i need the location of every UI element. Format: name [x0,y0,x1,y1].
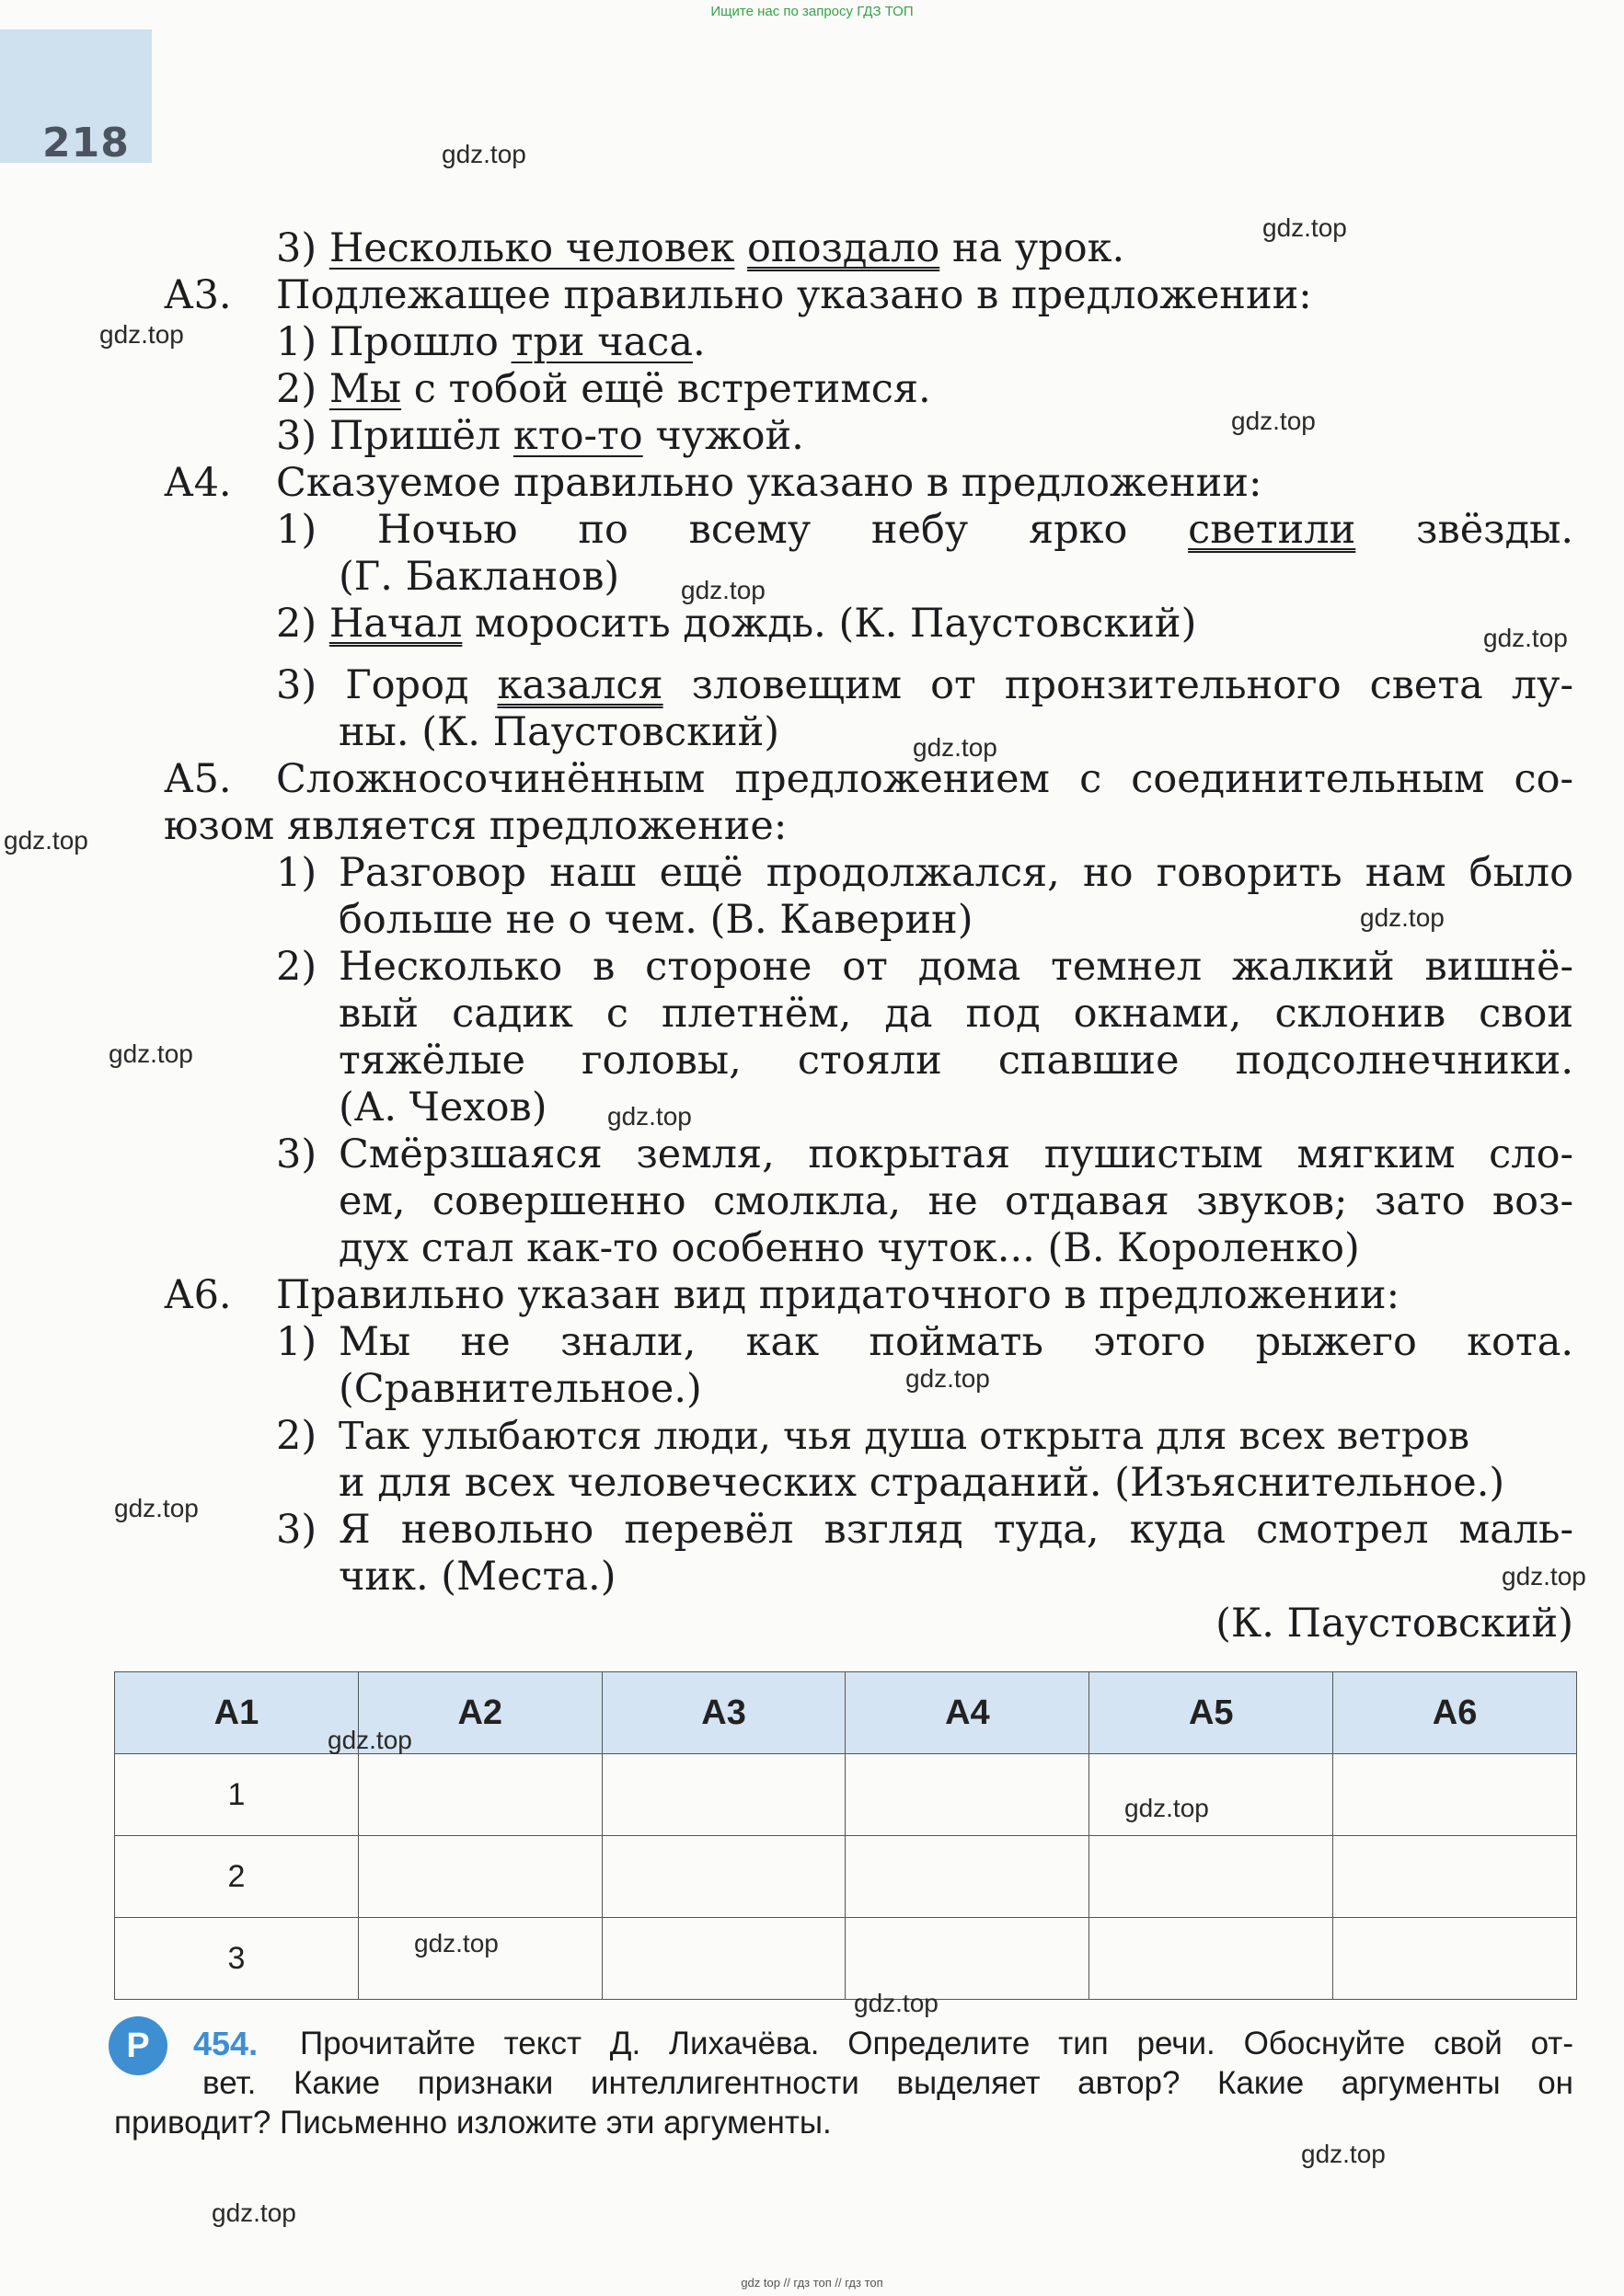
a3-label: А3. [164,272,232,318]
header-cell: А2 [358,1672,602,1754]
a6-option-3: Я невольно перевёл взгляд туда, куда смотрел маль- [339,1507,1573,1553]
a6-option-2: Так улыбаются люди, чья душа открыта для всех ветров [339,1414,1469,1458]
watermark: gdz.top [114,1494,199,1522]
header-cell: А1 [115,1672,359,1754]
header-cell: А3 [602,1672,846,1754]
a4-option-3: 3) Город казался зловещим от пронзительного света лу- [276,662,1573,708]
watermark: gdz.top [414,1929,499,1957]
watermark: gdz.top [1502,1562,1586,1590]
top-note: Ищите нас по запросу ГДЗ ТОП [710,4,914,19]
a4-question: Сказуемое правильно указано в предложении: [276,460,1262,506]
subject-underlined: Несколько человек [328,225,735,271]
a5-option-2: Несколько в стороне от дома темнел жалкий вишнё- [339,944,1573,990]
exercise-text-line-3: приводит? Письменно изложите эти аргументы. [114,2105,832,2141]
table-row [115,1918,1577,2000]
watermark: gdz.top [1124,1794,1209,1822]
a5-option-2-number: 2) [276,944,317,990]
predicate-underlined: опоздало [747,225,940,271]
a5-option-3-line-2: ем, совершенно смолкла, не отдавая звуков; зато воз- [339,1178,1573,1224]
watermark: gdz.top [905,1364,990,1393]
bottom-note: gdz top // гдз топ // гдз топ [741,2276,883,2290]
header-cell: А4 [846,1672,1089,1754]
answer-cell [1333,1836,1577,1918]
answer-cell [1333,1754,1577,1836]
watermark: gdz.top [99,320,184,349]
answer-cell [602,1836,846,1918]
answer-cell [602,1918,846,2000]
answer-cell [602,1754,846,1836]
a4-option-1: 1) Ночью по всему небу ярко светили звёзды. [276,507,1573,553]
a3-option-2: 2) Мы с тобой ещё встретимся. [276,366,931,412]
a5-option-3-line-3: дух стал как-то особенно чуток... (В. Короленко) [339,1225,1360,1271]
a6-option-1-number: 1) [276,1319,317,1365]
a5-option-1-line-2: больше не о чем. (В. Каверин) [339,897,973,943]
watermark: gdz.top [4,826,88,855]
watermark: gdz.top [607,1102,692,1131]
page-number: 218 [42,120,130,166]
a5-question-line-1: Сложносочинённым предложением с соединительным со- [276,756,1573,802]
row-label: 1 [115,1754,359,1836]
option-number: 3) [276,225,317,271]
a2-option-3 [276,225,1124,271]
watermark: gdz.top [1360,903,1445,932]
table-row [115,1836,1577,1918]
a6-author: (К. Паустовский) [1215,1601,1573,1647]
watermark: gdz.top [681,576,766,604]
watermark: gdz.top [913,733,997,762]
a6-question: Правильно указан вид придаточного в предложении: [276,1272,1400,1318]
a5-option-2-line-3: тяжёлые головы, стояли спавшие подсолнечники. [339,1038,1573,1084]
a5-option-1-number: 1) [276,850,317,896]
a6-option-3-number: 3) [276,1507,317,1553]
option-text: на урок. [951,225,1125,271]
answer-cell [846,1918,1089,2000]
a6-option-2-line-2: и для всех человеческих страданий. (Изъяснительное.) [339,1460,1505,1506]
a5-label: А5. [164,756,232,802]
a5-option-3-number: 3) [276,1131,317,1177]
a3-option-3: 3) Пришёл кто-то чужой. [276,413,804,459]
a4-option-3-source: ны. (К. Паустовский) [339,709,780,755]
answer-table [114,1671,1577,2000]
a6-label: А6. [164,1272,232,1318]
exercise-text-line-2: вет. Какие признаки интеллигентности выделяет автор? Какие аргументы он [202,2065,1573,2101]
watermark: gdz.top [1231,407,1316,435]
a6-option-1-line-2: (Сравнительное.) [339,1366,702,1412]
answer-cell [846,1836,1089,1918]
answer-cell [1333,1918,1577,2000]
watermark: gdz.top [212,2198,296,2227]
a5-option-1: Разговор наш ещё продолжался, но говорить нам было [339,850,1573,896]
a5-question-line-2: юзом является предложение: [164,803,788,849]
a3-option-1: 1) Прошло три часа. [276,319,706,365]
watermark: gdz.top [1301,2140,1386,2168]
watermark: gdz.top [328,1726,412,1754]
answer-cell [358,1754,602,1836]
a5-option-2-line-2: вый садик с плетнём, да под окнами, склонив свои [339,991,1573,1037]
a4-label: А4. [164,460,232,506]
a6-option-3-line-2: чик. (Места.) [339,1554,616,1600]
a4-option-1-source: (Г. Бакланов) [339,554,620,600]
answer-cell [1089,1918,1333,2000]
speech-exercise-icon: Р [109,2016,167,2075]
a6-option-2-number: 2) [276,1413,317,1459]
answer-cell [358,1836,602,1918]
exercise-number: 454. [193,2025,259,2062]
answer-cell [1089,1836,1333,1918]
row-label: 2 [115,1836,359,1918]
a5-option-3: Смёрзшаяся земля, покрытая пушистым мягким сло- [339,1131,1573,1177]
a5-option-2-line-4: (А. Чехов) [339,1085,547,1131]
table-row [115,1754,1577,1836]
watermark: gdz.top [442,140,526,168]
a6-option-1: Мы не знали, как поймать этого рыжего кота. [339,1319,1573,1365]
a4-option-2: 2) Начал моросить дождь. (К. Паустовский) [276,601,1197,647]
header-cell: А5 [1089,1672,1333,1754]
a3-question: Подлежащее правильно указано в предложении: [276,272,1312,318]
watermark: gdz.top [1483,624,1568,652]
watermark: gdz.top [109,1039,193,1068]
answer-cell [846,1754,1089,1836]
watermark: gdz.top [854,1989,939,2017]
watermark: gdz.top [1262,213,1347,242]
header-cell: А6 [1333,1672,1577,1754]
exercise-text-line-1: Прочитайте текст Д. Лихачёва. Определите тип речи. Обоснуйте свой от- [300,2026,1573,2061]
row-label: 3 [115,1918,359,2000]
